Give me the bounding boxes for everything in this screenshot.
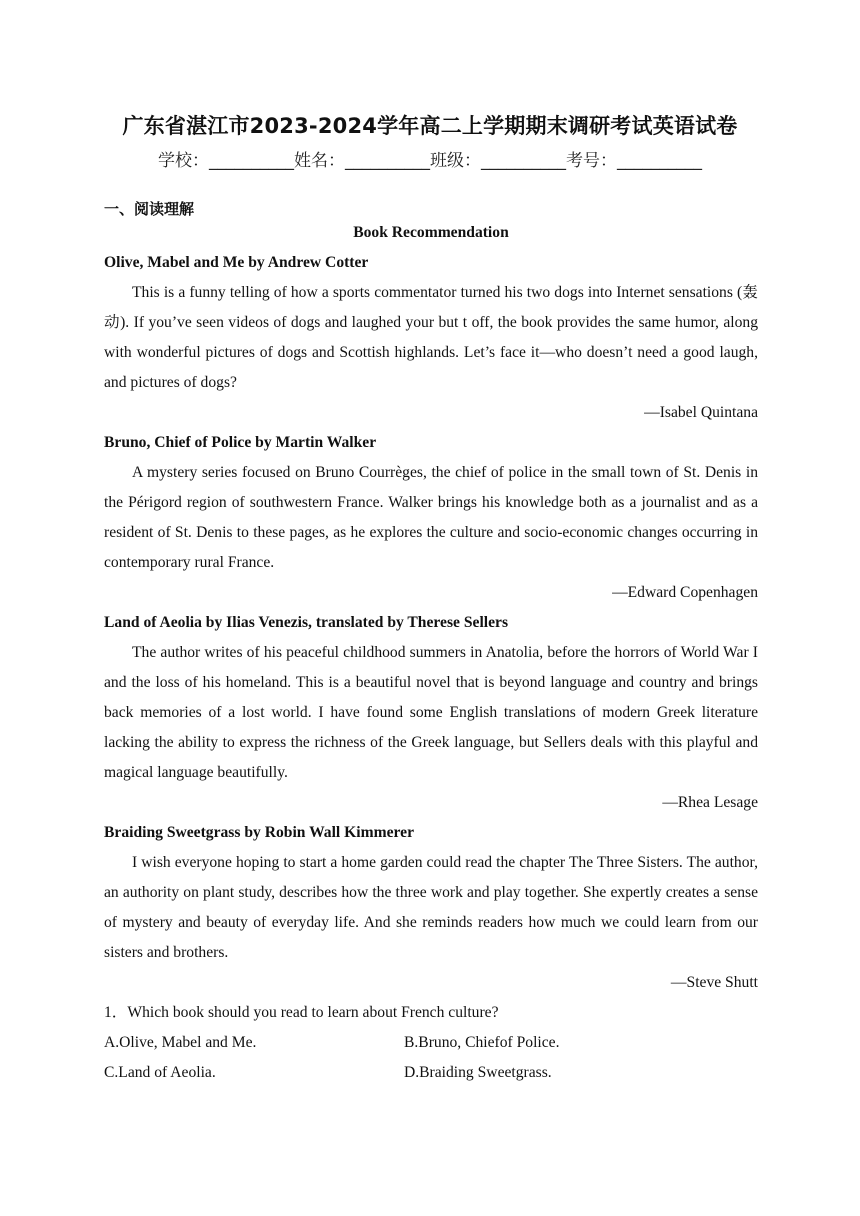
exam-title: 广东省湛江市2023-2024学年高二上学期期末调研考试英语试卷 [122,114,738,138]
book-review-text: I wish everyone hoping to start a home garden could read the chapter The Three Sisters. The author, an authority on plant study, describes how the three work and play together. She expertly creates a sense of mystery and beauty of everyday life. And she reminds readers how much we could learn from our sisters and brothers. [104,854,758,961]
option-c[interactable]: C.Land of Aeolia. [104,1064,216,1081]
reviewer-name: —Steve Shutt [670,974,758,991]
class-label: 班级： [430,151,481,171]
exam-number-label: 考号： [566,151,617,171]
option-b[interactable]: B.Bruno, Chiefof Police. [404,1034,560,1051]
book-review-text: A mystery series focused on Bruno Courrèges, the chief of police in the small town of St. Denis in the Périgord region of southwestern France. Walker brings his knowledge both as a journalist and as a resident of St. Denis to these pages, as he explores the culture and socio-economic changes occurring in contemporary rural France. [104,464,758,571]
reviewer-name: —Edward Copenhagen [612,584,758,601]
book-title: Bruno, Chief of Police by Martin Walker [104,434,377,451]
answer-options [104,1028,758,1088]
school-label: 学校： [158,151,209,171]
exam-number-blank: __________ [617,151,702,171]
option-d[interactable]: D.Braiding Sweetgrass. [404,1064,552,1081]
passage-body [104,218,758,1088]
passage-heading: Book Recommendation [353,224,509,241]
book-title: Olive, Mabel and Me by Andrew Cotter [104,254,369,271]
book-review-text: This is a funny telling of how a sports commentator turned his two dogs into Internet sensations (轰动). If you’ve seen videos of dogs and laughed your but t off, the book provides the same humor, along with wonderful pictures of dogs and Scottish highlands. Let’s face it—who doesn’t need a good laugh, and pictures of dogs? [104,284,758,391]
question-1 [104,998,758,1028]
reviewer-name: —Rhea Lesage [662,794,758,811]
student-info-line [0,146,860,171]
book-title: Braiding Sweetgrass by Robin Wall Kimmerer [104,824,415,841]
class-blank: __________ [481,151,566,171]
school-blank: __________ [209,151,294,171]
name-blank: __________ [345,151,430,171]
book-title: Land of Aeolia by Ilias Venezis, translated by Therese Sellers [104,614,509,631]
reviewer-name: —Isabel Quintana [644,404,758,421]
question-number: 1． [104,1004,128,1021]
name-label: 姓名： [294,151,345,171]
question-text: Which book should you read to learn about French culture? [127,1004,499,1021]
option-a[interactable]: A.Olive, Mabel and Me. [104,1034,257,1051]
book-review-text: The author writes of his peaceful childhood summers in Anatolia, before the horrors of World War I and the loss of his homeland. This is a beautiful novel that is beyond language and country and brings back memories of a lost world. I have found some English translations of modern Greek literature lacking the ability to express the richness of the Greek language, but Sellers deals with this playful and magical language beautifully. [104,644,758,781]
section-title: 一、阅读理解 [104,200,195,218]
